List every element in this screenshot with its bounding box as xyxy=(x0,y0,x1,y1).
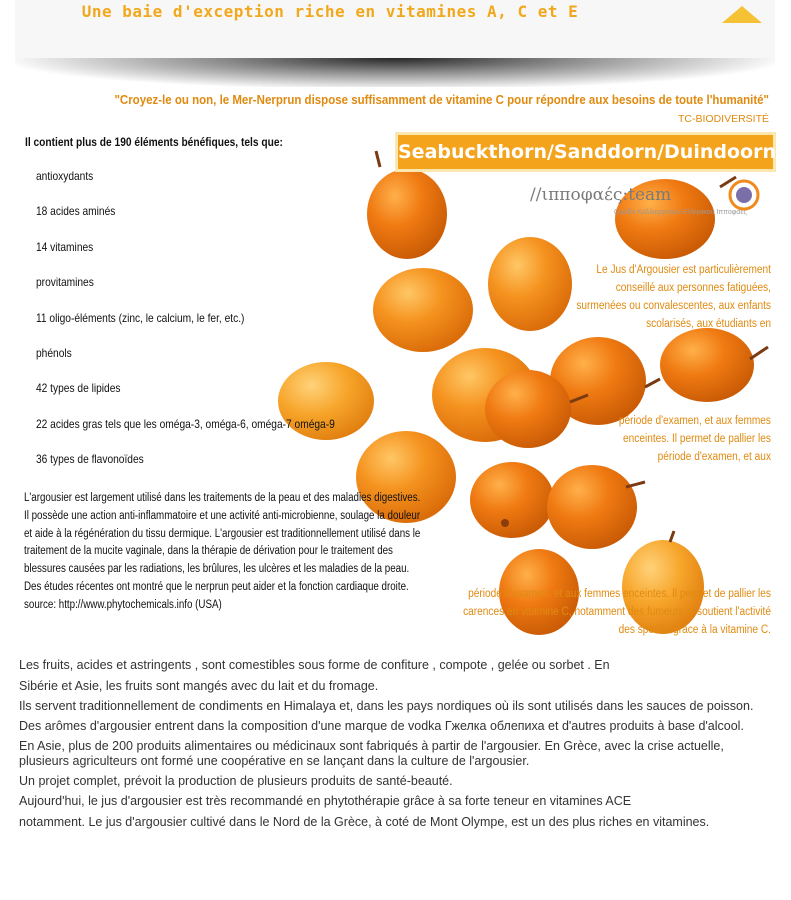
article-paragraph: Sibérie et Asie, les fruits sont mangés avec du lait et du fromage. xyxy=(19,679,379,693)
list-item: 14 vitamines xyxy=(36,239,94,254)
article-body xyxy=(19,658,769,830)
source-line: source: http://www.phytochemicals.info (USA) xyxy=(24,598,222,611)
seabuckthorn-poster xyxy=(15,87,777,655)
nutrients-list xyxy=(36,169,388,488)
list-item: 42 types de lipides xyxy=(36,381,121,396)
brand-names-banner xyxy=(395,132,776,172)
article-paragraph: Des arômes d'argousier entrent dans la composition d'une marque de vodka Гжелка облепиха et d'autres produits à base d'alcool. xyxy=(19,719,744,733)
juice-text-1: Le Jus d'Argousier est particulièrement conseillé aux personnes fatiguées, surmenées ou convalescentes, aux enfants scolarisés, aux étudiants en xyxy=(576,264,771,330)
page-title: Une baie d'exception riche en vitamines A, C et E xyxy=(81,2,579,21)
poster-quote-source: TC-BIODIVERSITÉ xyxy=(677,113,769,125)
article-paragraph: En Asie, plus de 200 produits alimentaires ou médicinaux sont fabriqués à partir de l'argousier. En Grèce, avec la crise actuelle, plusieurs agriculteurs ont formé une coopérative en se lançant dans la culture de l'argousier. xyxy=(19,739,724,768)
juice-text-2: période d'examen, et aux femmes enceintes. Il permet de pallier les période d'examen, et aux xyxy=(618,415,771,463)
page-header xyxy=(15,0,775,58)
logo-text: //ιπποφαές:team xyxy=(530,185,672,205)
uses-line: Il possède une action anti-inflammatoire et une activité anti-microbienne, soulage la douleur et aide à la régénération du tissu dermique. L'argousier est traditionnellement utilisé dans le traitement de la mucite vaginale, dans la thérapie de dérivation pour le traitement des blessures causées par les radiations, les brûlures, les ulcères et les maladies de la peau. Des études récentes ont montré que le nerprun peut aider et la fonction cardiaque droite. xyxy=(24,509,421,593)
list-item: 11 oligo-éléments (zinc, le calcium, le fer, etc.) xyxy=(36,310,245,325)
list-item: phénols xyxy=(36,345,72,360)
article-paragraph: Les fruits, acides et astringents , sont comestibles sous forme de confiture , compote , gelée ou sorbet . En xyxy=(19,658,610,672)
list-item: 18 acides aminés xyxy=(36,204,116,219)
list-item: 22 acides gras tels que les oméga-3, oméga-6, oméga-7 oméga-9 xyxy=(36,416,335,431)
list-item: 36 types de flavonoïdes xyxy=(36,452,144,467)
juice-text-3: période d'examen, et aux femmes enceintes. Il permet de pallier les carences en vitamine C, notamment des fumeurs. Il soutient l'activité des sportifs grâce à la vitamine C. xyxy=(463,588,771,636)
triangle-up-icon[interactable] xyxy=(722,6,762,23)
article-paragraph: Ils servent traditionnellement de condiments en Himalaya et, dans les pays nordiques où ils sont utilisés dans les sauces de poisson. xyxy=(19,699,754,713)
list-item: antioxydants xyxy=(36,169,94,183)
header-shadow-divider xyxy=(15,58,775,90)
nutrients-intro: Il contient plus de 190 éléments bénéfiques, tels que: xyxy=(25,135,283,149)
uses-paragraph xyxy=(24,490,424,615)
list-item: provitamines xyxy=(36,275,94,290)
poster-quote: "Croyez-le ou non, le Mer-Nerprun dispose suffisamment de vitamine C pour répondre aux besoins de toute l'humanité" xyxy=(114,93,769,107)
uses-line: L'argousier est largement utilisé dans les traitements de la peau et des maladies digestives. xyxy=(24,492,421,504)
article-paragraph: notamment. Le jus d'argousier cultivé dans le Nord de la Grèce, à coté de Mont Olympe, est un des plus riches en vitamines. xyxy=(19,815,710,829)
brand-names: Seabuckthorn/Sanddorn/Duindoorn xyxy=(398,141,776,163)
article-paragraph: Aujourd'hui, le jus d'argousier est très recommandé en phytothérapie grâce à sa forte teneur en vitamines ACE xyxy=(19,794,632,808)
article-paragraph: Un projet complet, prévoit la production de plusieurs produits de santé-beauté. xyxy=(19,774,453,788)
hippophaes-team-logo xyxy=(530,177,770,227)
logo-subtext: Ομάδα Καλλιεργητών Ελληνικού Ιπποφαές xyxy=(614,209,747,216)
logo-circle-icon xyxy=(726,177,762,213)
